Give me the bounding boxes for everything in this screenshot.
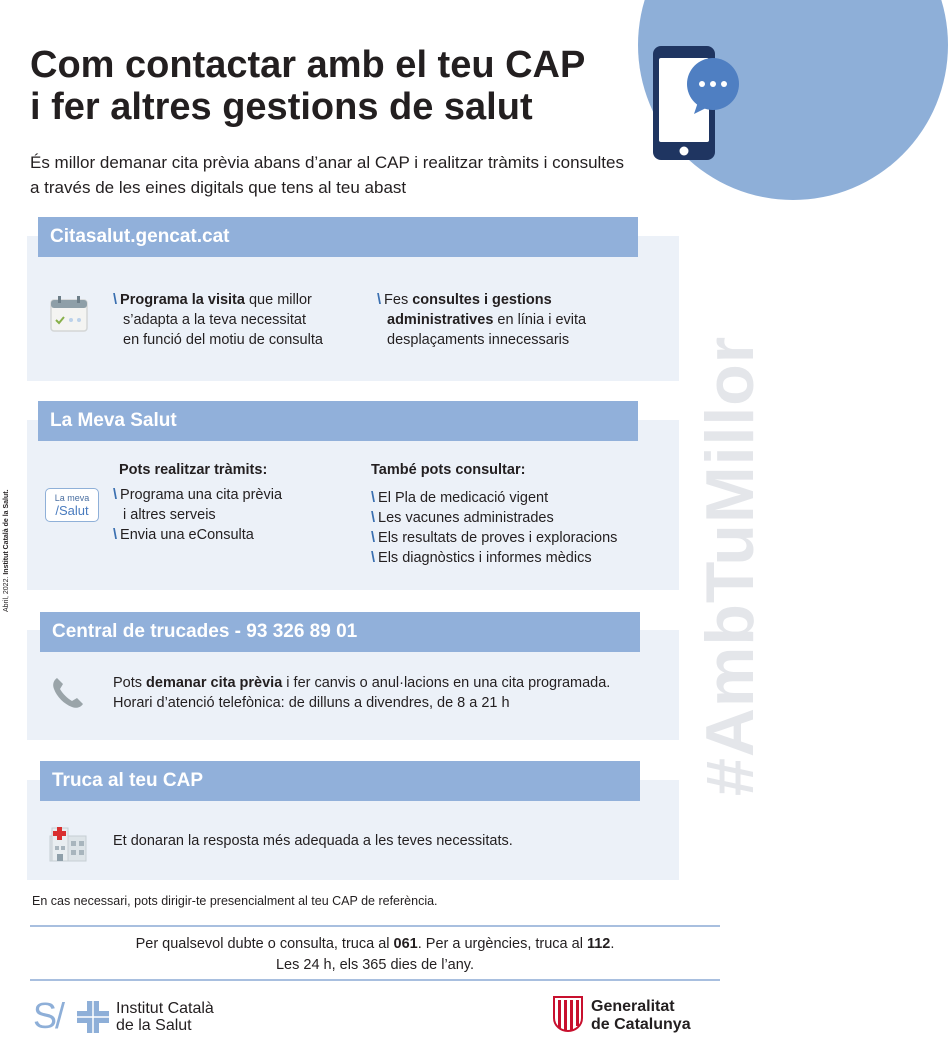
citasalut-col2: \ Fes consultes i gestions administratives en línia i evita desplaçaments innecessaris (377, 292, 587, 348)
footer-contact-text: Per qualsevol dubte o consulta, truca al 061. Per a urgències, truca al 112. Les 24 h, els 365 dies de l’any. (135, 936, 615, 973)
citasalut-col1: \ Programa la visita que millor s’adapta a la teva necessitat en funció del motiu de consulta (113, 292, 323, 348)
la-meva-salut-logo: La meva /Salut (45, 488, 99, 522)
ics-cross-icon (76, 1000, 110, 1034)
side-credit: Abril, 2022. Institut Català de la Salut. (3, 489, 10, 612)
hospital-icon (49, 824, 87, 862)
truca-title: Truca al teu CAP (40, 761, 640, 801)
chat-bubble-icon (684, 58, 742, 114)
lameva-left-list: \ Programa una cita prèvia i altres serveis \ Envia una eConsulta (113, 487, 283, 543)
generalitat-emblem-icon (553, 996, 583, 1032)
footer-rule-top (30, 925, 720, 927)
lameva-left-heading: Pots realitzar tràmits: (119, 462, 268, 478)
ics-logo-mark: S/ (33, 995, 64, 1036)
generalitat-name: Generalitat de Catalunya (591, 998, 691, 1033)
central-title: Central de trucades - 93 326 89 01 (40, 612, 640, 652)
ics-name: Institut Català de la Salut (116, 1000, 214, 1034)
central-text: Pots demanar cita prèvia i fer canvis o anul·lacions en una cita programada. Horari d’atenció telefònica: de dilluns a divendres, de 8 a 21 h (113, 675, 611, 711)
hashtag-watermark: #AmbTuMillor (692, 335, 768, 796)
page-title: Com contactar amb el teu CAP i fer altres gestions de salut (30, 44, 586, 128)
citasalut-title: Citasalut.gencat.cat (38, 217, 638, 257)
lameva-right-heading: També pots consultar: (371, 462, 526, 478)
footer-rule-bottom (30, 979, 720, 981)
truca-text: Et donaran la resposta més adequada a les teves necessitats. (113, 833, 513, 849)
telephone-icon (50, 675, 86, 711)
calendar-icon (50, 296, 88, 332)
intro-text: És millor demanar cita prèvia abans d’anar al CAP i realitzar tràmits i consultes a través de les eines digitals que tens al teu abast (30, 153, 624, 197)
presencial-note: En cas necessari, pots dirigir-te presencialment al teu CAP de referència. (32, 894, 438, 908)
lameva-title: La Meva Salut (38, 401, 638, 441)
lameva-right-list: \ El Pla de medicació vigent \ Les vacunes administrades \ Els resultats de proves i exploracions \ Els diagnòstics i informes mèdics (371, 490, 618, 566)
